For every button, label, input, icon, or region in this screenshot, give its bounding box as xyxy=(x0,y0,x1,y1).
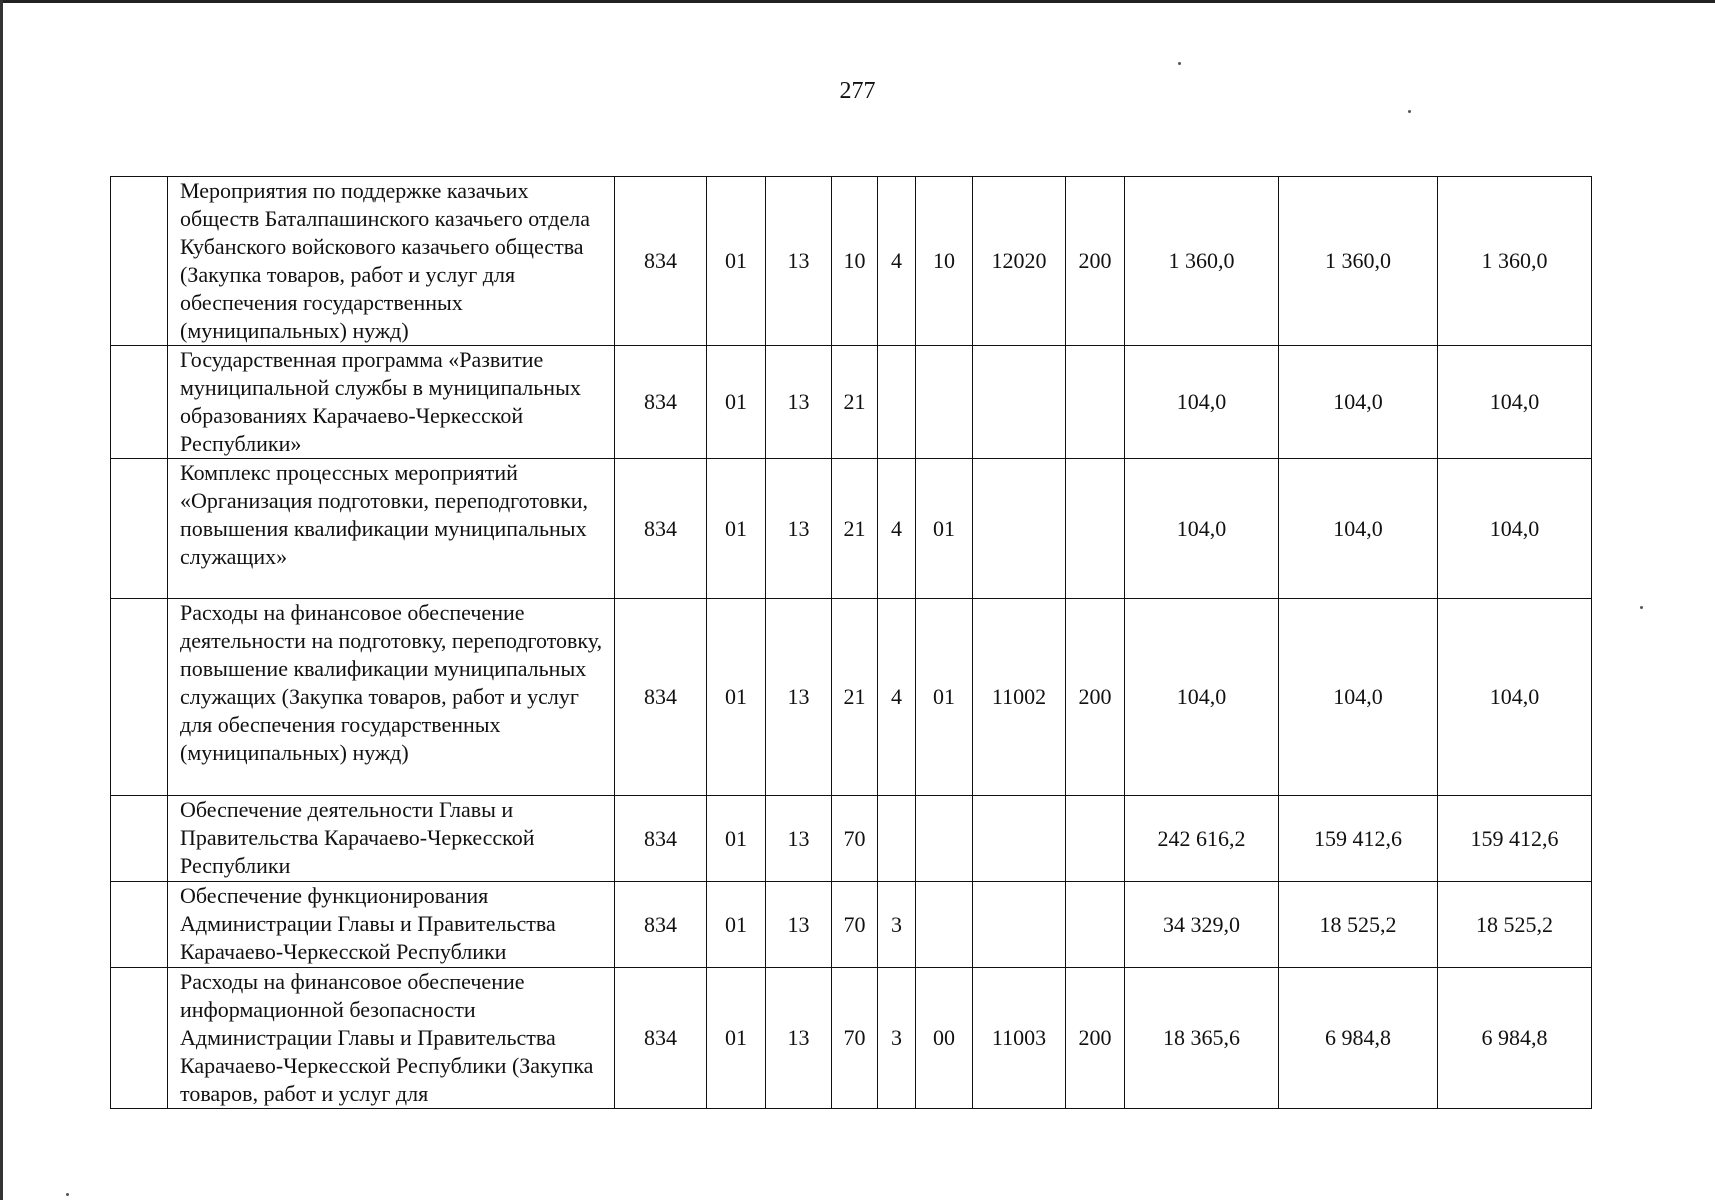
cs-program-cell: 21 xyxy=(832,346,878,459)
cs-direction-cell xyxy=(973,346,1066,459)
row-number-cell xyxy=(111,459,168,599)
sum-year3-cell: 1 360,0 xyxy=(1438,177,1592,346)
sum-year1-cell: 1 360,0 xyxy=(1125,177,1279,346)
cs-event-cell: 10 xyxy=(916,177,973,346)
cs-type-cell: 3 xyxy=(878,968,916,1109)
pr-cell: 13 xyxy=(766,346,832,459)
cs-direction-cell: 11003 xyxy=(973,968,1066,1109)
pr-cell: 13 xyxy=(766,599,832,796)
pr-cell: 13 xyxy=(766,796,832,882)
description-cell: Обеспечение деятельности Главы и Правительства Карачаево-Черкесской Республики xyxy=(168,796,615,882)
cs-type-cell: 4 xyxy=(878,459,916,599)
cs-type-cell xyxy=(878,796,916,882)
table-row xyxy=(111,177,1592,346)
table-row xyxy=(111,968,1592,1109)
description-cell: Расходы на финансовое обеспечение деятельности на подготовку, переподготовку, повышение квалификации муниципальных служащих (Закупка товаров, работ и услуг для обеспечения государственных (муниципальных) нужд) xyxy=(168,599,615,796)
sum-year2-cell: 104,0 xyxy=(1279,459,1438,599)
rz-cell: 01 xyxy=(707,459,766,599)
sum-year3-cell: 159 412,6 xyxy=(1438,796,1592,882)
sum-year1-cell: 242 616,2 xyxy=(1125,796,1279,882)
description-cell: Государственная программа «Развитие муниципальной службы в муниципальных образованиях Карачаево-Черкесской Республики» xyxy=(168,346,615,459)
cs-program-cell: 21 xyxy=(832,459,878,599)
sum-year2-cell: 1 360,0 xyxy=(1279,177,1438,346)
pr-cell: 13 xyxy=(766,882,832,968)
gr-cell: 834 xyxy=(615,968,707,1109)
rz-cell: 01 xyxy=(707,177,766,346)
cs-direction-cell xyxy=(973,796,1066,882)
sum-year1-cell: 34 329,0 xyxy=(1125,882,1279,968)
cs-event-cell: 00 xyxy=(916,968,973,1109)
cs-type-cell: 4 xyxy=(878,599,916,796)
vr-cell xyxy=(1066,796,1125,882)
page-number: 277 xyxy=(839,78,876,104)
scan-speck xyxy=(1640,606,1643,609)
table-row xyxy=(111,882,1592,968)
sum-year1-cell: 104,0 xyxy=(1125,459,1279,599)
cs-type-cell xyxy=(878,346,916,459)
cs-event-cell: 01 xyxy=(916,599,973,796)
cs-type-cell: 4 xyxy=(878,177,916,346)
vr-cell: 200 xyxy=(1066,968,1125,1109)
rz-cell: 01 xyxy=(707,599,766,796)
cs-direction-cell: 12020 xyxy=(973,177,1066,346)
rz-cell: 01 xyxy=(707,346,766,459)
sum-year2-cell: 159 412,6 xyxy=(1279,796,1438,882)
row-number-cell xyxy=(111,599,168,796)
scan-speck xyxy=(1178,62,1181,65)
budget-table xyxy=(110,176,1592,1109)
table-row xyxy=(111,459,1592,599)
sum-year2-cell: 6 984,8 xyxy=(1279,968,1438,1109)
sum-year3-cell: 104,0 xyxy=(1438,599,1592,796)
cs-program-cell: 10 xyxy=(832,177,878,346)
cs-program-cell: 70 xyxy=(832,882,878,968)
sum-year1-cell: 104,0 xyxy=(1125,346,1279,459)
vr-cell: 200 xyxy=(1066,177,1125,346)
table-row xyxy=(111,796,1592,882)
cs-type-cell: 3 xyxy=(878,882,916,968)
vr-cell: 200 xyxy=(1066,599,1125,796)
rz-cell: 01 xyxy=(707,796,766,882)
scan-speck xyxy=(1408,110,1411,113)
cs-event-cell xyxy=(916,346,973,459)
cs-direction-cell xyxy=(973,882,1066,968)
scan-speck xyxy=(66,1193,69,1196)
vr-cell xyxy=(1066,346,1125,459)
gr-cell: 834 xyxy=(615,346,707,459)
pr-cell: 13 xyxy=(766,968,832,1109)
cs-program-cell: 70 xyxy=(832,968,878,1109)
row-number-cell xyxy=(111,882,168,968)
sum-year1-cell: 104,0 xyxy=(1125,599,1279,796)
row-number-cell xyxy=(111,177,168,346)
sum-year2-cell: 18 525,2 xyxy=(1279,882,1438,968)
cs-event-cell xyxy=(916,882,973,968)
gr-cell: 834 xyxy=(615,177,707,346)
rz-cell: 01 xyxy=(707,968,766,1109)
gr-cell: 834 xyxy=(615,459,707,599)
sum-year3-cell: 6 984,8 xyxy=(1438,968,1592,1109)
cs-program-cell: 70 xyxy=(832,796,878,882)
vr-cell xyxy=(1066,882,1125,968)
table-row xyxy=(111,599,1592,796)
table-row xyxy=(111,346,1592,459)
sum-year1-cell: 18 365,6 xyxy=(1125,968,1279,1109)
cs-event-cell: 01 xyxy=(916,459,973,599)
cs-direction-cell: 11002 xyxy=(973,599,1066,796)
cs-program-cell: 21 xyxy=(832,599,878,796)
sum-year2-cell: 104,0 xyxy=(1279,346,1438,459)
sum-year2-cell: 104,0 xyxy=(1279,599,1438,796)
rz-cell: 01 xyxy=(707,882,766,968)
row-number-cell xyxy=(111,796,168,882)
gr-cell: 834 xyxy=(615,882,707,968)
row-number-cell xyxy=(111,968,168,1109)
scan-border-left xyxy=(0,0,3,1200)
vr-cell xyxy=(1066,459,1125,599)
scan-border-top xyxy=(0,0,1715,9)
sum-year3-cell: 104,0 xyxy=(1438,346,1592,459)
description-cell: Мероприятия по поддержке казачьих обществ Баталпашинского казачьего отдела Кубанского войскового казачьего общества (Закупка товаров, работ и услуг для обеспечения государственных (муниципальных) нужд) xyxy=(168,177,615,346)
cs-direction-cell xyxy=(973,459,1066,599)
cs-event-cell xyxy=(916,796,973,882)
pr-cell: 13 xyxy=(766,177,832,346)
description-cell: Комплекс процессных мероприятий «Организация подготовки, переподготовки, повышения квалификации муниципальных служащих» xyxy=(168,459,615,599)
description-cell: Расходы на финансовое обеспечение информационной безопасности Администрации Главы и Правительства Карачаево-Черкесской Республики (Закупка товаров, работ и услуг для xyxy=(168,968,615,1109)
sum-year3-cell: 104,0 xyxy=(1438,459,1592,599)
gr-cell: 834 xyxy=(615,796,707,882)
description-cell: Обеспечение функционирования Администрации Главы и Правительства Карачаево-Черкесской Республики xyxy=(168,882,615,968)
pr-cell: 13 xyxy=(766,459,832,599)
sum-year3-cell: 18 525,2 xyxy=(1438,882,1592,968)
row-number-cell xyxy=(111,346,168,459)
gr-cell: 834 xyxy=(615,599,707,796)
